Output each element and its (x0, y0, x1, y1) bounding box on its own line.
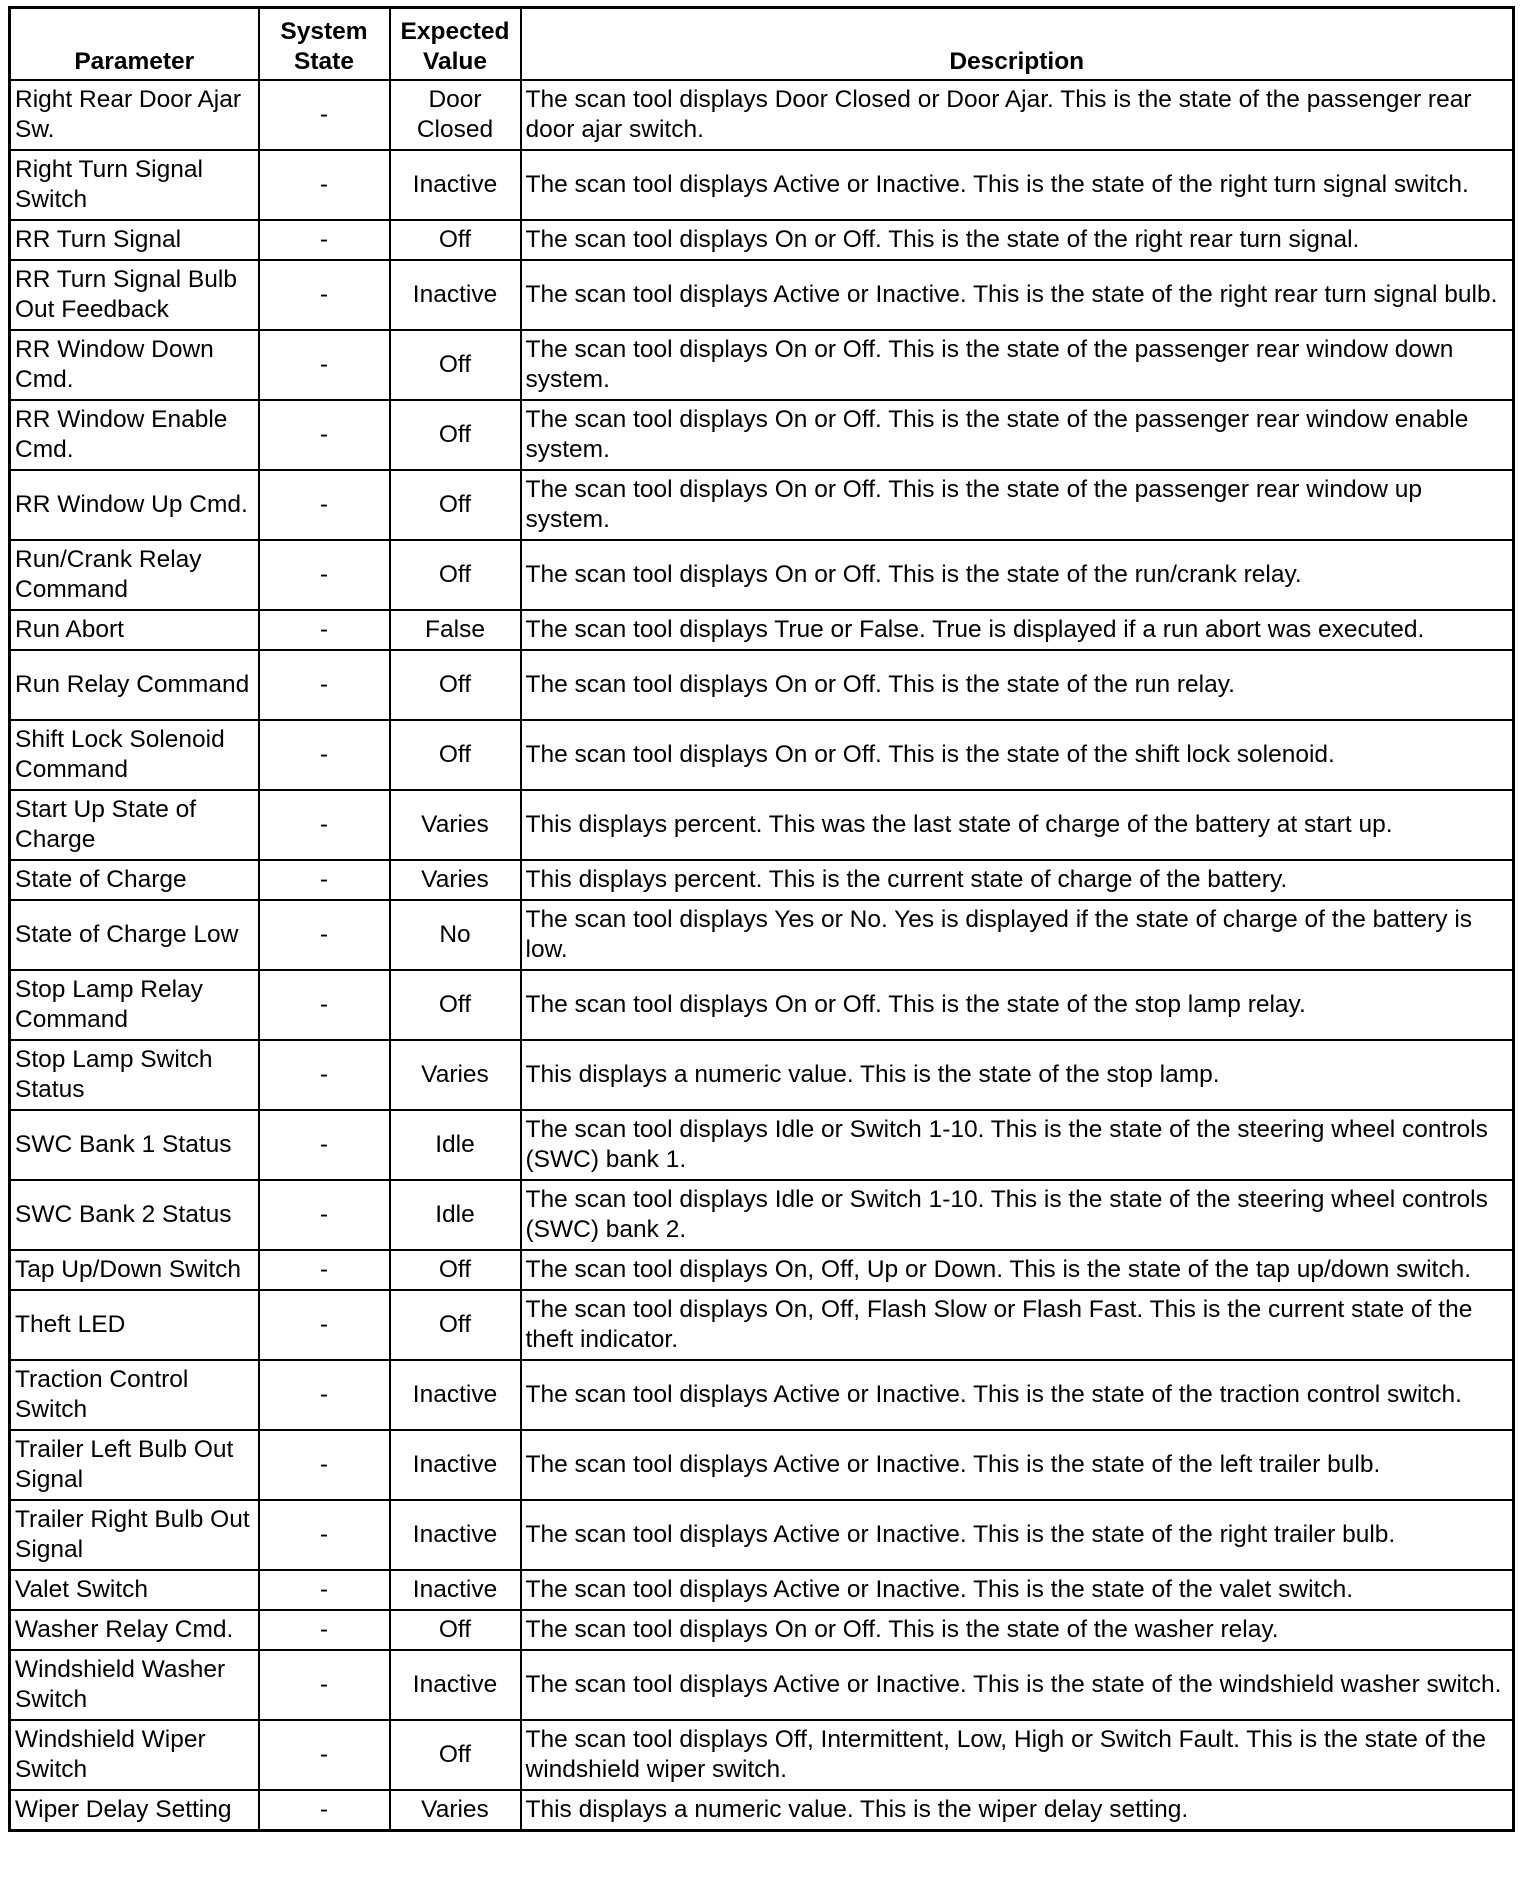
cell-parameter: Run/Crank Relay Command (10, 540, 259, 610)
cell-parameter: Run Abort (10, 610, 259, 650)
cell-description: The scan tool displays On, Off, Up or Down. This is the state of the tap up/down switch. (521, 1250, 1514, 1290)
cell-system-state: - (259, 900, 390, 970)
cell-parameter: Trailer Left Bulb Out Signal (10, 1430, 259, 1500)
cell-expected-value: Off (390, 970, 521, 1040)
cell-parameter: Windshield Wiper Switch (10, 1720, 259, 1790)
table-row (10, 900, 1514, 970)
cell-parameter: Trailer Right Bulb Out Signal (10, 1500, 259, 1570)
cell-description: The scan tool displays On or Off. This is the state of the run/crank relay. (521, 540, 1514, 610)
table-row (10, 80, 1514, 150)
cell-system-state: - (259, 1570, 390, 1610)
cell-expected-value: Inactive (390, 1430, 521, 1500)
cell-parameter: RR Window Enable Cmd. (10, 400, 259, 470)
table-row (10, 1790, 1514, 1831)
cell-description: This displays percent. This was the last state of charge of the battery at start up. (521, 790, 1514, 860)
table-row (10, 1430, 1514, 1500)
table-row (10, 330, 1514, 400)
cell-system-state: - (259, 150, 390, 220)
cell-parameter: Traction Control Switch (10, 1360, 259, 1430)
cell-system-state: - (259, 860, 390, 900)
scan-tool-parameter-table (8, 6, 1515, 1832)
cell-expected-value: Idle (390, 1110, 521, 1180)
cell-parameter: Start Up State of Charge (10, 790, 259, 860)
cell-expected-value: Off (390, 650, 521, 720)
cell-expected-value: Off (390, 1610, 521, 1650)
cell-description: The scan tool displays On or Off. This is the state of the washer relay. (521, 1610, 1514, 1650)
cell-parameter: Wiper Delay Setting (10, 1790, 259, 1831)
cell-description: The scan tool displays On or Off. This is the state of the shift lock solenoid. (521, 720, 1514, 790)
cell-description: The scan tool displays Active or Inactive. This is the state of the right rear turn signal bulb. (521, 260, 1514, 330)
table-row (10, 1500, 1514, 1570)
cell-system-state: - (259, 220, 390, 260)
header-parameter: Parameter (10, 8, 259, 81)
table-row (10, 650, 1514, 720)
cell-description: The scan tool displays Door Closed or Door Ajar. This is the state of the passenger rear door ajar switch. (521, 80, 1514, 150)
cell-parameter: Right Turn Signal Switch (10, 150, 259, 220)
cell-parameter: State of Charge Low (10, 900, 259, 970)
cell-expected-value: Off (390, 220, 521, 260)
table-row (10, 790, 1514, 860)
cell-parameter: Stop Lamp Relay Command (10, 970, 259, 1040)
cell-system-state: - (259, 1650, 390, 1720)
parameter-table-container (8, 6, 1512, 1832)
cell-description: The scan tool displays Active or Inactive. This is the state of the right trailer bulb. (521, 1500, 1514, 1570)
cell-system-state: - (259, 1790, 390, 1831)
cell-description: The scan tool displays Active or Inactive. This is the state of the left trailer bulb. (521, 1430, 1514, 1500)
cell-system-state: - (259, 80, 390, 150)
cell-expected-value: Off (390, 1290, 521, 1360)
cell-description: This displays percent. This is the current state of charge of the battery. (521, 860, 1514, 900)
table-row (10, 470, 1514, 540)
cell-system-state: - (259, 650, 390, 720)
cell-expected-value: Inactive (390, 260, 521, 330)
table-row (10, 860, 1514, 900)
cell-description: The scan tool displays On or Off. This is the state of the passenger rear window down system. (521, 330, 1514, 400)
cell-parameter: RR Window Down Cmd. (10, 330, 259, 400)
table-row (10, 1250, 1514, 1290)
cell-system-state: - (259, 260, 390, 330)
cell-expected-value: Inactive (390, 1570, 521, 1610)
cell-system-state: - (259, 790, 390, 860)
cell-parameter: RR Window Up Cmd. (10, 470, 259, 540)
table-row (10, 1570, 1514, 1610)
cell-system-state: - (259, 1720, 390, 1790)
cell-description: The scan tool displays True or False. True is displayed if a run abort was executed. (521, 610, 1514, 650)
cell-parameter: RR Turn Signal (10, 220, 259, 260)
table-row (10, 400, 1514, 470)
cell-description: The scan tool displays Off, Intermittent, Low, High or Switch Fault. This is the state of the windshield wiper switch. (521, 1720, 1514, 1790)
cell-parameter: Washer Relay Cmd. (10, 1610, 259, 1650)
cell-system-state: - (259, 1430, 390, 1500)
cell-system-state: - (259, 400, 390, 470)
cell-parameter: Run Relay Command (10, 650, 259, 720)
cell-system-state: - (259, 610, 390, 650)
table-row (10, 720, 1514, 790)
cell-description: The scan tool displays Active or Inactive. This is the state of the windshield washer switch. (521, 1650, 1514, 1720)
cell-system-state: - (259, 970, 390, 1040)
cell-parameter: State of Charge (10, 860, 259, 900)
table-row (10, 1610, 1514, 1650)
table-row (10, 1110, 1514, 1180)
cell-expected-value: Off (390, 470, 521, 540)
cell-system-state: - (259, 540, 390, 610)
table-row (10, 1360, 1514, 1430)
cell-expected-value: Door Closed (390, 80, 521, 150)
cell-expected-value: Idle (390, 1180, 521, 1250)
cell-parameter: Stop Lamp Switch Status (10, 1040, 259, 1110)
cell-system-state: - (259, 1040, 390, 1110)
cell-system-state: - (259, 1610, 390, 1650)
cell-description: The scan tool displays Active or Inactive. This is the state of the traction control switch. (521, 1360, 1514, 1430)
cell-parameter: SWC Bank 1 Status (10, 1110, 259, 1180)
cell-description: The scan tool displays Idle or Switch 1-10. This is the state of the steering wheel controls (SWC) bank 1. (521, 1110, 1514, 1180)
cell-description: The scan tool displays On or Off. This is the state of the stop lamp relay. (521, 970, 1514, 1040)
cell-expected-value: Off (390, 330, 521, 400)
cell-system-state: - (259, 720, 390, 790)
table-row (10, 260, 1514, 330)
cell-system-state: - (259, 470, 390, 540)
table-row (10, 1180, 1514, 1250)
cell-system-state: - (259, 1180, 390, 1250)
table-row (10, 220, 1514, 260)
cell-system-state: - (259, 1250, 390, 1290)
cell-expected-value: Off (390, 1250, 521, 1290)
cell-description: The scan tool displays On or Off. This is the state of the right rear turn signal. (521, 220, 1514, 260)
cell-parameter: Shift Lock Solenoid Command (10, 720, 259, 790)
cell-parameter: Theft LED (10, 1290, 259, 1360)
cell-description: This displays a numeric value. This is the state of the stop lamp. (521, 1040, 1514, 1110)
cell-expected-value: Inactive (390, 1500, 521, 1570)
cell-description: The scan tool displays Active or Inactive. This is the state of the valet switch. (521, 1570, 1514, 1610)
table-row (10, 610, 1514, 650)
cell-expected-value: Inactive (390, 150, 521, 220)
cell-expected-value: No (390, 900, 521, 970)
table-row (10, 540, 1514, 610)
cell-expected-value: Inactive (390, 1360, 521, 1430)
cell-system-state: - (259, 1360, 390, 1430)
cell-system-state: - (259, 1110, 390, 1180)
cell-expected-value: Varies (390, 790, 521, 860)
cell-parameter: SWC Bank 2 Status (10, 1180, 259, 1250)
table-row (10, 1040, 1514, 1110)
cell-parameter: Right Rear Door Ajar Sw. (10, 80, 259, 150)
cell-description: The scan tool displays On or Off. This is the state of the run relay. (521, 650, 1514, 720)
cell-description: The scan tool displays On or Off. This is the state of the passenger rear window enable system. (521, 400, 1514, 470)
cell-description: The scan tool displays Active or Inactive. This is the state of the right turn signal switch. (521, 150, 1514, 220)
cell-expected-value: Inactive (390, 1650, 521, 1720)
cell-description: The scan tool displays Yes or No. Yes is displayed if the state of charge of the battery is low. (521, 900, 1514, 970)
cell-expected-value: Off (390, 540, 521, 610)
cell-parameter: RR Turn Signal Bulb Out Feedback (10, 260, 259, 330)
cell-parameter: Valet Switch (10, 1570, 259, 1610)
cell-description: This displays a numeric value. This is the wiper delay setting. (521, 1790, 1514, 1831)
cell-expected-value: Off (390, 720, 521, 790)
table-header-row (10, 8, 1514, 81)
header-system-state: System State (259, 8, 390, 81)
header-expected-value: Expected Value (390, 8, 521, 81)
table-row (10, 970, 1514, 1040)
table-row (10, 1720, 1514, 1790)
cell-expected-value: Varies (390, 860, 521, 900)
cell-expected-value: Off (390, 1720, 521, 1790)
cell-description: The scan tool displays On or Off. This is the state of the passenger rear window up system. (521, 470, 1514, 540)
cell-system-state: - (259, 1500, 390, 1570)
cell-description: The scan tool displays Idle or Switch 1-10. This is the state of the steering wheel controls (SWC) bank 2. (521, 1180, 1514, 1250)
cell-expected-value: Varies (390, 1790, 521, 1831)
table-row (10, 1290, 1514, 1360)
table-row (10, 1650, 1514, 1720)
cell-parameter: Tap Up/Down Switch (10, 1250, 259, 1290)
cell-system-state: - (259, 330, 390, 400)
cell-system-state: - (259, 1290, 390, 1360)
cell-expected-value: Varies (390, 1040, 521, 1110)
cell-expected-value: False (390, 610, 521, 650)
cell-description: The scan tool displays On, Off, Flash Slow or Flash Fast. This is the current state of the theft indicator. (521, 1290, 1514, 1360)
cell-expected-value: Off (390, 400, 521, 470)
header-description: Description (521, 8, 1514, 81)
cell-parameter: Windshield Washer Switch (10, 1650, 259, 1720)
table-row (10, 150, 1514, 220)
